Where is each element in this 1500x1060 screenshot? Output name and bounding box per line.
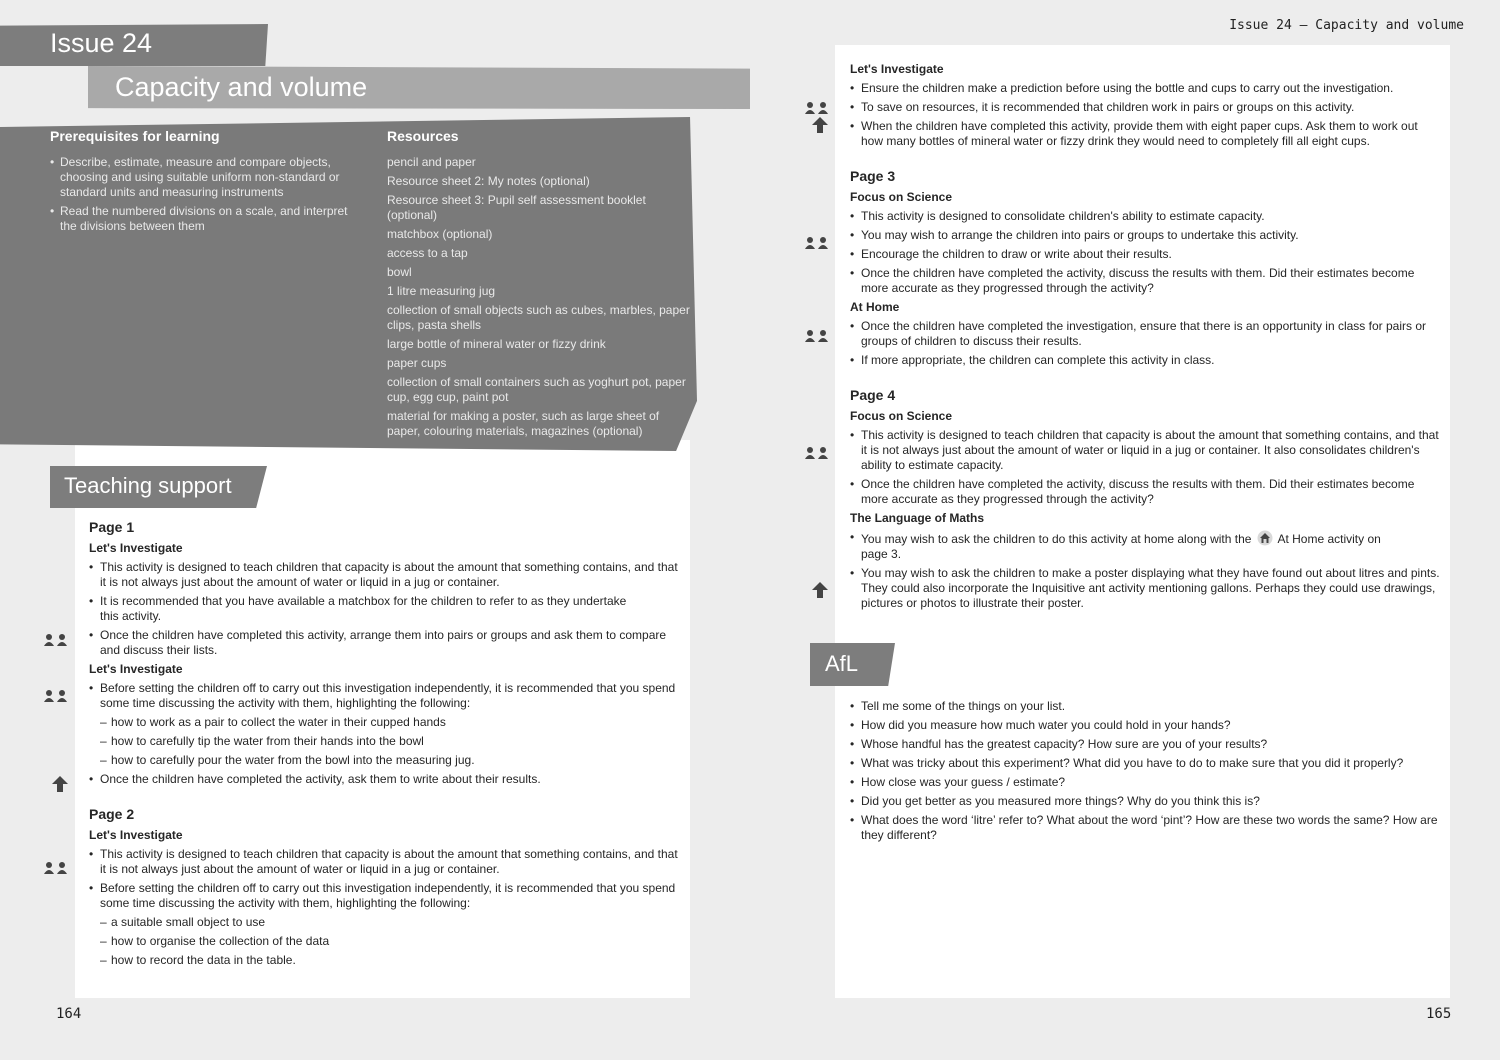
- running-head: Issue 24 – Capacity and volume: [1229, 18, 1464, 33]
- extension-arrow-icon: [812, 582, 828, 598]
- pair-work-icon: [805, 237, 829, 249]
- bullet-item: • Once the children have completed the activity, discuss the results with them. Did their estimates become more accurate as they progressed through the activity?: [850, 266, 1442, 296]
- afl-item: • Tell me some of the things on your list.: [850, 699, 1442, 714]
- resource-item: Resource sheet 3: Pupil self assessment booklet (optional): [387, 193, 646, 222]
- language-item-text: You may wish to ask the children to do this activity at home along with the: [861, 532, 1252, 546]
- resource-item: bowl: [387, 265, 412, 279]
- dash-item: – how to record the data in the table.: [89, 953, 681, 968]
- afl-item: • What does the word ‘litre’ refer to? What about the word ‘pint’? How are these two words the same? How are they different?: [850, 813, 1442, 843]
- page-number-left: 164: [56, 1006, 82, 1022]
- bullet-item: • Once the children have completed the investigation, ensure that there is an opportunity in class for pairs or groups of children to discuss their results.: [850, 319, 1442, 349]
- bullet-item: • Before setting the children off to carry out this investigation independently, it is recommended that you spend some time discussing the activity with them, highlighting the following:: [89, 681, 681, 711]
- bullet-item: • You may wish to ask the children to make a poster displaying what they have found out about litres and pints. They could also incorporate the Inquisitive ant activity mentioning gallons. Perhaps they could use drawings, pictures or photos to illustrate their poster.: [850, 566, 1442, 611]
- teaching-support-heading: Teaching support: [64, 473, 232, 498]
- afl-item: • Whose handful has the greatest capacity? How sure are you of your results?: [850, 737, 1442, 752]
- prerequisites-section: [50, 128, 355, 238]
- afl-item: • What was tricky about this experiment? What did you have to do to make sure that you did it properly?: [850, 756, 1442, 771]
- page1-section2-title: Let's Investigate: [89, 662, 183, 676]
- bullet-item: • Once the children have completed this activity, arrange them into pairs or groups and ask them to compare and discuss their lists.: [89, 628, 681, 658]
- bullet-item: • Before setting the children off to carry out this investigation independently, it is recommended that you spend some time discussing the activity with them, highlighting the following:: [89, 881, 681, 911]
- bullet-item: [850, 530, 1442, 562]
- bullet-item: • This activity is designed to teach children that capacity is about the amount that something contains, and that it is not always just about the amount of water or liquid in a jug or container.: [89, 560, 681, 590]
- afl-questions: [850, 699, 1442, 847]
- extension-arrow-icon: [812, 117, 828, 133]
- page-number-right: 165: [1426, 1006, 1452, 1022]
- dash-item: – how to carefully tip the water from their hands into the bowl: [89, 734, 681, 749]
- bullet-item: • This activity is designed to teach children that capacity is about the amount that something contains, and that it is not always just about the amount of water or liquid in a jug or container.: [89, 847, 681, 877]
- bullet-item: • This activity is designed to consolidate children's ability to estimate capacity.: [850, 209, 1442, 224]
- bullet-item: • You may wish to arrange the children into pairs or groups to undertake this activity.: [850, 228, 1442, 243]
- page1-title: Page 1: [89, 519, 135, 535]
- bullet-item: • If more appropriate, the children can complete this activity in class.: [850, 353, 1442, 368]
- page2-section-title: Let's Investigate: [89, 828, 183, 842]
- pair-work-icon: [44, 862, 68, 874]
- afl-item: • Did you get better as you measured more things? Why do you think this is?: [850, 794, 1442, 809]
- resource-item: matchbox (optional): [387, 227, 493, 241]
- page1-section1-title: Let's Investigate: [89, 541, 183, 555]
- page2-title: Page 2: [89, 806, 135, 822]
- issue-title: Issue 24: [50, 28, 153, 58]
- bullet-item: • Once the children have completed the activity, ask them to write about their results.: [89, 772, 681, 787]
- dash-item: – a suitable small object to use: [89, 915, 681, 930]
- resource-item: collection of small objects such as cubes, marbles, paper clips, pasta shells: [387, 303, 690, 332]
- page3-title: Page 3: [850, 168, 896, 184]
- resources-section: [387, 128, 692, 443]
- dash-item: – how to work as a pair to collect the water in their cupped hands: [89, 715, 681, 730]
- bullet-item: • Encourage the children to draw or write about their results.: [850, 247, 1442, 262]
- investigate-title: Let's Investigate: [850, 62, 944, 76]
- bullet-item: • Once the children have completed the activity, discuss the results with them. Did their estimates become more accurate as they progressed through the activity?: [850, 477, 1442, 507]
- prerequisite-item: • Describe, estimate, measure and compare objects, choosing and using suitable uniform non-standard or standard units and measuring instruments: [50, 155, 355, 200]
- bullet-item: • Ensure the children make a prediction before using the bottle and cups to carry out the investigation.: [850, 81, 1442, 96]
- dash-item: – how to carefully pour the water from the bowl into the measuring jug.: [89, 753, 681, 768]
- extension-arrow-icon: [52, 776, 68, 792]
- bullet-item: • It is recommended that you have available a matchbox for the children to refer to as they undertake this activity.: [89, 594, 681, 624]
- resource-item: large bottle of mineral water or fizzy drink: [387, 337, 606, 351]
- resource-item: access to a tap: [387, 246, 468, 260]
- pair-work-icon: [805, 330, 829, 342]
- page4-title: Page 4: [850, 387, 896, 403]
- prerequisite-item: • Read the numbered divisions on a scale, and interpret the divisions between them: [50, 204, 355, 234]
- bullet-item: • When the children have completed this activity, provide them with eight paper cups. Ask them to work out how many bottles of mineral water or fizzy drink they would need to completely fill all eight cups.: [850, 119, 1442, 149]
- at-home-icon: [1257, 530, 1273, 546]
- dash-item: – how to organise the collection of the data: [89, 934, 681, 949]
- afl-heading: AfL: [825, 651, 859, 676]
- left-content-column: [89, 520, 681, 972]
- resources-heading: Resources: [387, 128, 459, 144]
- prerequisites-heading: Prerequisites for learning: [50, 128, 220, 144]
- page3-home-title: At Home: [850, 300, 900, 314]
- pair-work-icon: [805, 447, 829, 459]
- language-item-text-cont: At Home activity on page 3.: [861, 532, 1381, 561]
- afl-item: • How did you measure how much water you could hold in your hands?: [850, 718, 1442, 733]
- resource-item: paper cups: [387, 356, 447, 370]
- resource-item: collection of small containers such as yoghurt pot, paper cup, egg cup, paint pot: [387, 375, 686, 404]
- afl-item: • How close was your guess / estimate?: [850, 775, 1442, 790]
- page4-language-title: The Language of Maths: [850, 511, 985, 525]
- resource-item: 1 litre measuring jug: [387, 284, 496, 298]
- resource-item: Resource sheet 2: My notes (optional): [387, 174, 590, 188]
- page4-science-title: Focus on Science: [850, 409, 953, 423]
- bullet-item: • This activity is designed to teach children that capacity is about the amount that something contains, and that it is not always just about the amount of water or liquid in a jug or container. It also consolidates children's ability to estimate capacity.: [850, 428, 1442, 473]
- resource-item: material for making a poster, such as large sheet of paper, colouring materials, magazines (optional): [387, 409, 660, 438]
- topic-title: Capacity and volume: [115, 72, 368, 102]
- bullet-item: • To save on resources, it is recommended that children work in pairs or groups on this activity.: [850, 100, 1442, 115]
- pair-work-icon: [805, 102, 829, 114]
- resource-item: pencil and paper: [387, 155, 476, 169]
- page3-science-title: Focus on Science: [850, 190, 953, 204]
- right-content-column: [850, 62, 1442, 615]
- pair-work-icon: [44, 634, 68, 646]
- pair-work-icon: [44, 690, 68, 702]
